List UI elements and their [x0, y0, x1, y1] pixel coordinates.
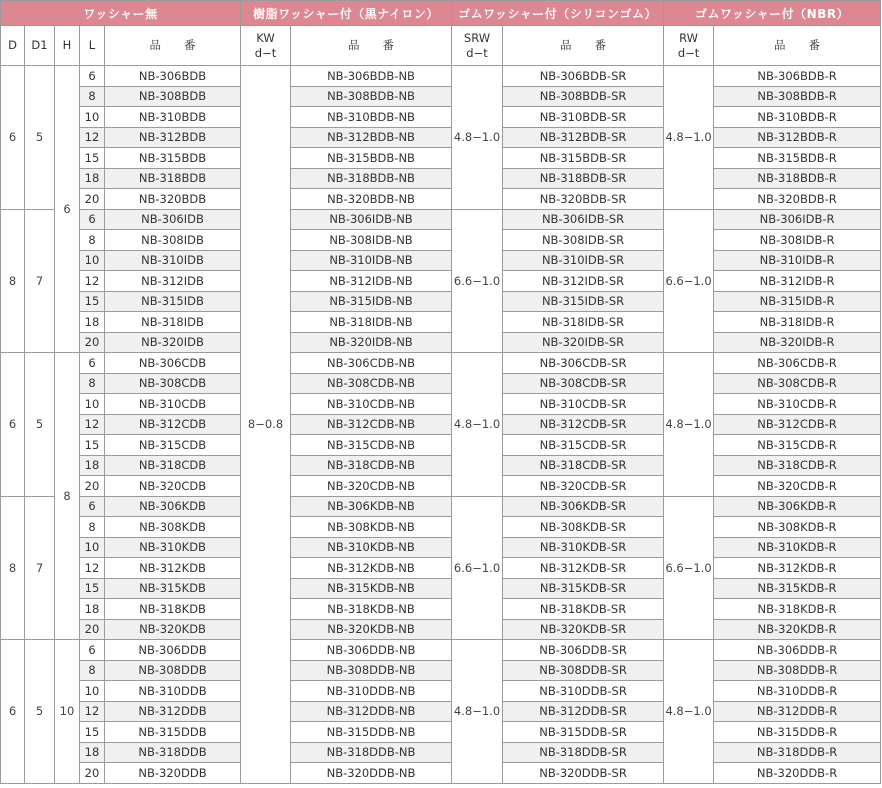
- table-row: [1, 250, 881, 271]
- d1-cell: 7: [25, 209, 55, 353]
- part-no-plain: NB-310BDB: [105, 107, 241, 128]
- part-no-plain: NB-318BDB: [105, 168, 241, 189]
- part-no-nylon: NB-312BDB-NB: [291, 127, 452, 148]
- part-no-nbr: NB-310IDB-R: [714, 250, 881, 271]
- l-cell: 15: [80, 435, 105, 456]
- part-no-plain: NB-312CDB: [105, 414, 241, 435]
- l-cell: 15: [80, 291, 105, 312]
- part-no-nbr: NB-310CDB-R: [714, 394, 881, 415]
- part-no-silicone: NB-306KDB-SR: [503, 496, 664, 517]
- part-no-silicone: NB-308DDB-SR: [503, 660, 664, 681]
- rw-label: RW: [679, 30, 698, 45]
- l-cell: 8: [80, 517, 105, 538]
- part-no-plain: NB-318CDB: [105, 455, 241, 476]
- part-no-nbr: NB-312CDB-R: [714, 414, 881, 435]
- l-cell: 6: [80, 353, 105, 374]
- table-row: [1, 455, 881, 476]
- srw-range-cell: 6.6−1.0: [452, 209, 503, 353]
- part-no-plain: NB-310IDB: [105, 250, 241, 271]
- group-header-nbr: ゴムワッシャー付（NBR）: [664, 1, 881, 26]
- col-header-d1: D1: [25, 26, 55, 66]
- part-no-silicone: NB-315CDB-SR: [503, 435, 664, 456]
- part-no-plain: NB-306CDB: [105, 353, 241, 374]
- part-no-silicone: NB-306CDB-SR: [503, 353, 664, 374]
- srw-range-cell: 4.8−1.0: [452, 353, 503, 497]
- table-row: [1, 476, 881, 497]
- l-cell: 18: [80, 455, 105, 476]
- part-no-nbr: NB-312DDB-R: [714, 701, 881, 722]
- l-cell: 18: [80, 168, 105, 189]
- part-no-nylon: NB-310KDB-NB: [291, 537, 452, 558]
- part-no-nylon: NB-310DDB-NB: [291, 681, 452, 702]
- part-no-nylon: NB-315IDB-NB: [291, 291, 452, 312]
- part-no-nylon: NB-308IDB-NB: [291, 230, 452, 251]
- table-row: [1, 107, 881, 128]
- part-no-silicone: NB-318IDB-SR: [503, 312, 664, 333]
- table-row: [1, 332, 881, 353]
- table-row: [1, 599, 881, 620]
- rw-range-cell: 4.8−1.0: [664, 640, 714, 784]
- d1-cell: 5: [25, 640, 55, 784]
- table-row: [1, 86, 881, 107]
- col-header-d: D: [1, 26, 25, 66]
- part-no-nbr: NB-308DDB-R: [714, 660, 881, 681]
- part-no-nylon: NB-306BDB-NB: [291, 66, 452, 87]
- l-cell: 10: [80, 537, 105, 558]
- part-no-nylon: NB-312CDB-NB: [291, 414, 452, 435]
- part-no-nbr: NB-308KDB-R: [714, 517, 881, 538]
- srw-range-cell: 4.8−1.0: [452, 66, 503, 210]
- part-no-plain: NB-315IDB: [105, 291, 241, 312]
- l-cell: 20: [80, 189, 105, 210]
- part-no-nylon: NB-310IDB-NB: [291, 250, 452, 271]
- l-cell: 8: [80, 373, 105, 394]
- d-cell: 8: [1, 209, 25, 353]
- l-cell: 12: [80, 414, 105, 435]
- part-no-nylon: NB-306KDB-NB: [291, 496, 452, 517]
- part-no-silicone: NB-315BDB-SR: [503, 148, 664, 169]
- part-no-silicone: NB-318CDB-SR: [503, 455, 664, 476]
- part-no-silicone: NB-320IDB-SR: [503, 332, 664, 353]
- table-row: [1, 578, 881, 599]
- l-cell: 20: [80, 476, 105, 497]
- part-no-silicone: NB-312DDB-SR: [503, 701, 664, 722]
- part-no-silicone: NB-315IDB-SR: [503, 291, 664, 312]
- part-no-plain: NB-318DDB: [105, 742, 241, 763]
- part-no-nbr: NB-306IDB-R: [714, 209, 881, 230]
- part-no-nbr: NB-312KDB-R: [714, 558, 881, 579]
- d1-cell: 5: [25, 66, 55, 210]
- col-header-kw: [241, 26, 291, 66]
- part-no-nylon: NB-320KDB-NB: [291, 619, 452, 640]
- part-no-nylon: NB-306IDB-NB: [291, 209, 452, 230]
- h-cell: 6: [55, 66, 80, 353]
- part-no-silicone: NB-320CDB-SR: [503, 476, 664, 497]
- table-row: [1, 701, 881, 722]
- table-row: [1, 271, 881, 292]
- l-cell: 6: [80, 209, 105, 230]
- l-cell: 18: [80, 312, 105, 333]
- table-row: [1, 558, 881, 579]
- part-no-silicone: NB-308IDB-SR: [503, 230, 664, 251]
- d-cell: 6: [1, 66, 25, 210]
- part-no-silicone: NB-318DDB-SR: [503, 742, 664, 763]
- group-header-silicone: ゴムワッシャー付（シリコンゴム）: [452, 1, 664, 26]
- part-no-nylon: NB-306CDB-NB: [291, 353, 452, 374]
- part-no-nylon: NB-315DDB-NB: [291, 722, 452, 743]
- part-no-silicone: NB-310BDB-SR: [503, 107, 664, 128]
- part-no-nylon: NB-315CDB-NB: [291, 435, 452, 456]
- part-no-nylon: NB-308KDB-NB: [291, 517, 452, 538]
- group-header-nylon: 樹脂ワッシャー付（黒ナイロン）: [241, 1, 452, 26]
- h-cell: 10: [55, 640, 80, 784]
- l-cell: 6: [80, 640, 105, 661]
- h-cell: 8: [55, 353, 80, 640]
- part-no-nylon: NB-318KDB-NB: [291, 599, 452, 620]
- part-no-nbr: NB-312IDB-R: [714, 271, 881, 292]
- col-header-part-no-nbr: 品 番: [714, 26, 881, 66]
- l-cell: 12: [80, 271, 105, 292]
- rw-range-cell: 4.8−1.0: [664, 66, 714, 210]
- d1-cell: 7: [25, 496, 55, 640]
- part-no-plain: NB-312DDB: [105, 701, 241, 722]
- part-no-nylon: NB-315BDB-NB: [291, 148, 452, 169]
- col-header-part-no: 品 番: [105, 26, 241, 66]
- l-cell: 10: [80, 107, 105, 128]
- part-no-nbr: NB-306BDB-R: [714, 66, 881, 87]
- part-no-nylon: NB-308BDB-NB: [291, 86, 452, 107]
- rw-range-cell: 6.6−1.0: [664, 496, 714, 640]
- part-no-silicone: NB-312BDB-SR: [503, 127, 664, 148]
- part-no-silicone: NB-310DDB-SR: [503, 681, 664, 702]
- rw-dt-label: d−t: [677, 45, 700, 60]
- d-cell: 6: [1, 353, 25, 497]
- part-no-nylon: NB-318DDB-NB: [291, 742, 452, 763]
- part-no-plain: NB-308IDB: [105, 230, 241, 251]
- l-cell: 12: [80, 127, 105, 148]
- part-no-plain: NB-320KDB: [105, 619, 241, 640]
- part-no-plain: NB-318IDB: [105, 312, 241, 333]
- part-no-plain: NB-306DDB: [105, 640, 241, 661]
- part-no-plain: NB-320DDB: [105, 763, 241, 784]
- part-no-nbr: NB-318DDB-R: [714, 742, 881, 763]
- table-row: [1, 640, 881, 661]
- part-no-nylon: NB-310CDB-NB: [291, 394, 452, 415]
- l-cell: 10: [80, 250, 105, 271]
- table-row: [1, 291, 881, 312]
- part-no-nylon: NB-312DDB-NB: [291, 701, 452, 722]
- part-no-plain: NB-320BDB: [105, 189, 241, 210]
- l-cell: 20: [80, 619, 105, 640]
- l-cell: 15: [80, 578, 105, 599]
- part-no-nylon: NB-318IDB-NB: [291, 312, 452, 333]
- table-row: [1, 517, 881, 538]
- table-row: [1, 537, 881, 558]
- srw-label: SRW: [463, 30, 491, 45]
- part-no-silicone: NB-310CDB-SR: [503, 394, 664, 415]
- part-no-plain: NB-320IDB: [105, 332, 241, 353]
- part-no-silicone: NB-312CDB-SR: [503, 414, 664, 435]
- table-row: [1, 496, 881, 517]
- part-no-nbr: NB-315KDB-R: [714, 578, 881, 599]
- l-cell: 8: [80, 660, 105, 681]
- kw-range-cell: 8−0.8: [241, 66, 291, 784]
- part-no-plain: NB-308KDB: [105, 517, 241, 538]
- l-cell: 6: [80, 496, 105, 517]
- table-body: [1, 66, 881, 784]
- part-no-plain: NB-308DDB: [105, 660, 241, 681]
- l-cell: 8: [80, 230, 105, 251]
- part-no-nbr: NB-308BDB-R: [714, 86, 881, 107]
- part-no-nylon: NB-315KDB-NB: [291, 578, 452, 599]
- l-cell: 6: [80, 66, 105, 87]
- part-no-silicone: NB-318BDB-SR: [503, 168, 664, 189]
- part-no-nbr: NB-320DDB-R: [714, 763, 881, 784]
- table-row: [1, 414, 881, 435]
- part-no-nbr: NB-320KDB-R: [714, 619, 881, 640]
- part-no-plain: NB-315CDB: [105, 435, 241, 456]
- part-no-silicone: NB-308KDB-SR: [503, 517, 664, 538]
- part-no-silicone: NB-306IDB-SR: [503, 209, 664, 230]
- part-no-silicone: NB-318KDB-SR: [503, 599, 664, 620]
- l-cell: 20: [80, 763, 105, 784]
- part-no-nbr: NB-315DDB-R: [714, 722, 881, 743]
- part-no-nylon: NB-306DDB-NB: [291, 640, 452, 661]
- table-row: [1, 209, 881, 230]
- part-no-silicone: NB-312KDB-SR: [503, 558, 664, 579]
- table-row: [1, 681, 881, 702]
- group-header-row: [1, 1, 881, 26]
- part-no-nbr: NB-315IDB-R: [714, 291, 881, 312]
- part-no-nylon: NB-308CDB-NB: [291, 373, 452, 394]
- table-row: [1, 435, 881, 456]
- part-no-silicone: NB-310IDB-SR: [503, 250, 664, 271]
- part-no-nbr: NB-306KDB-R: [714, 496, 881, 517]
- col-header-srw: [452, 26, 503, 66]
- l-cell: 15: [80, 722, 105, 743]
- col-header-l: L: [80, 26, 105, 66]
- part-no-nbr: NB-306CDB-R: [714, 353, 881, 374]
- part-no-nbr: NB-320CDB-R: [714, 476, 881, 497]
- kw-label: KW: [256, 30, 275, 45]
- rw-range-cell: 6.6−1.0: [664, 209, 714, 353]
- part-no-nylon: NB-320CDB-NB: [291, 476, 452, 497]
- part-no-nylon: NB-318BDB-NB: [291, 168, 452, 189]
- part-no-nbr: NB-310KDB-R: [714, 537, 881, 558]
- part-no-plain: NB-310CDB: [105, 394, 241, 415]
- part-no-nbr: NB-320BDB-R: [714, 189, 881, 210]
- srw-range-cell: 4.8−1.0: [452, 640, 503, 784]
- part-no-plain: NB-312IDB: [105, 271, 241, 292]
- part-no-silicone: NB-315DDB-SR: [503, 722, 664, 743]
- part-no-nbr: NB-315BDB-R: [714, 148, 881, 169]
- part-no-silicone: NB-306DDB-SR: [503, 640, 664, 661]
- part-no-nbr: NB-318BDB-R: [714, 168, 881, 189]
- kw-dt-label: d−t: [254, 45, 277, 60]
- part-no-nbr: NB-318CDB-R: [714, 455, 881, 476]
- column-header-row: [1, 26, 881, 66]
- group-header-plain: ワッシャー無: [1, 1, 241, 26]
- table-row: [1, 742, 881, 763]
- rw-range-cell: 4.8−1.0: [664, 353, 714, 497]
- part-no-plain: NB-312BDB: [105, 127, 241, 148]
- part-no-plain: NB-315BDB: [105, 148, 241, 169]
- l-cell: 12: [80, 701, 105, 722]
- part-no-nylon: NB-312IDB-NB: [291, 271, 452, 292]
- table-row: [1, 763, 881, 784]
- d-cell: 8: [1, 496, 25, 640]
- part-no-plain: NB-306IDB: [105, 209, 241, 230]
- l-cell: 8: [80, 86, 105, 107]
- d1-cell: 5: [25, 353, 55, 497]
- l-cell: 20: [80, 332, 105, 353]
- srw-dt-label: d−t: [466, 45, 488, 60]
- col-header-part-no-silicone: 品 番: [503, 26, 664, 66]
- part-no-silicone: NB-306BDB-SR: [503, 66, 664, 87]
- part-no-nbr: NB-320IDB-R: [714, 332, 881, 353]
- part-no-silicone: NB-320KDB-SR: [503, 619, 664, 640]
- col-header-part-no-nylon: 品 番: [291, 26, 452, 66]
- part-no-plain: NB-306KDB: [105, 496, 241, 517]
- table-row: [1, 394, 881, 415]
- table-row: [1, 230, 881, 251]
- part-no-silicone: NB-315KDB-SR: [503, 578, 664, 599]
- part-no-plain: NB-306BDB: [105, 66, 241, 87]
- l-cell: 18: [80, 599, 105, 620]
- table-row: [1, 722, 881, 743]
- part-no-silicone: NB-310KDB-SR: [503, 537, 664, 558]
- l-cell: 12: [80, 558, 105, 579]
- part-no-plain: NB-312KDB: [105, 558, 241, 579]
- srw-range-cell: 6.6−1.0: [452, 496, 503, 640]
- table-row: [1, 148, 881, 169]
- part-no-plain: NB-318KDB: [105, 599, 241, 620]
- part-no-plain: NB-315DDB: [105, 722, 241, 743]
- table-row: [1, 127, 881, 148]
- part-no-plain: NB-308BDB: [105, 86, 241, 107]
- part-no-nbr: NB-308CDB-R: [714, 373, 881, 394]
- part-no-nbr: NB-306DDB-R: [714, 640, 881, 661]
- table-row: [1, 373, 881, 394]
- part-no-nbr: NB-310DDB-R: [714, 681, 881, 702]
- part-no-nbr: NB-315CDB-R: [714, 435, 881, 456]
- l-cell: 10: [80, 681, 105, 702]
- l-cell: 18: [80, 742, 105, 763]
- table-row: [1, 66, 881, 87]
- table-row: [1, 189, 881, 210]
- table-row: [1, 168, 881, 189]
- part-no-silicone: NB-308BDB-SR: [503, 86, 664, 107]
- part-no-nylon: NB-320DDB-NB: [291, 763, 452, 784]
- part-no-plain: NB-308CDB: [105, 373, 241, 394]
- part-no-nbr: NB-310BDB-R: [714, 107, 881, 128]
- part-no-silicone: NB-312IDB-SR: [503, 271, 664, 292]
- l-cell: 15: [80, 148, 105, 169]
- table-row: [1, 660, 881, 681]
- part-no-nylon: NB-308DDB-NB: [291, 660, 452, 681]
- table-row: [1, 353, 881, 374]
- d-cell: 6: [1, 640, 25, 784]
- part-no-nbr: NB-312BDB-R: [714, 127, 881, 148]
- part-no-nylon: NB-318CDB-NB: [291, 455, 452, 476]
- table-row: [1, 312, 881, 333]
- l-cell: 10: [80, 394, 105, 415]
- part-no-plain: NB-320CDB: [105, 476, 241, 497]
- part-no-plain: NB-310KDB: [105, 537, 241, 558]
- part-no-nbr: NB-318KDB-R: [714, 599, 881, 620]
- part-no-silicone: NB-320BDB-SR: [503, 189, 664, 210]
- part-no-silicone: NB-308CDB-SR: [503, 373, 664, 394]
- part-no-silicone: NB-320DDB-SR: [503, 763, 664, 784]
- part-no-plain: NB-315KDB: [105, 578, 241, 599]
- part-no-plain: NB-310DDB: [105, 681, 241, 702]
- table-row: [1, 619, 881, 640]
- part-no-nylon: NB-310BDB-NB: [291, 107, 452, 128]
- part-no-nylon: NB-312KDB-NB: [291, 558, 452, 579]
- part-no-nylon: NB-320BDB-NB: [291, 189, 452, 210]
- col-header-h: H: [55, 26, 80, 66]
- col-header-rw: [664, 26, 714, 66]
- part-no-nbr: NB-318IDB-R: [714, 312, 881, 333]
- part-no-nbr: NB-308IDB-R: [714, 230, 881, 251]
- part-no-nylon: NB-320IDB-NB: [291, 332, 452, 353]
